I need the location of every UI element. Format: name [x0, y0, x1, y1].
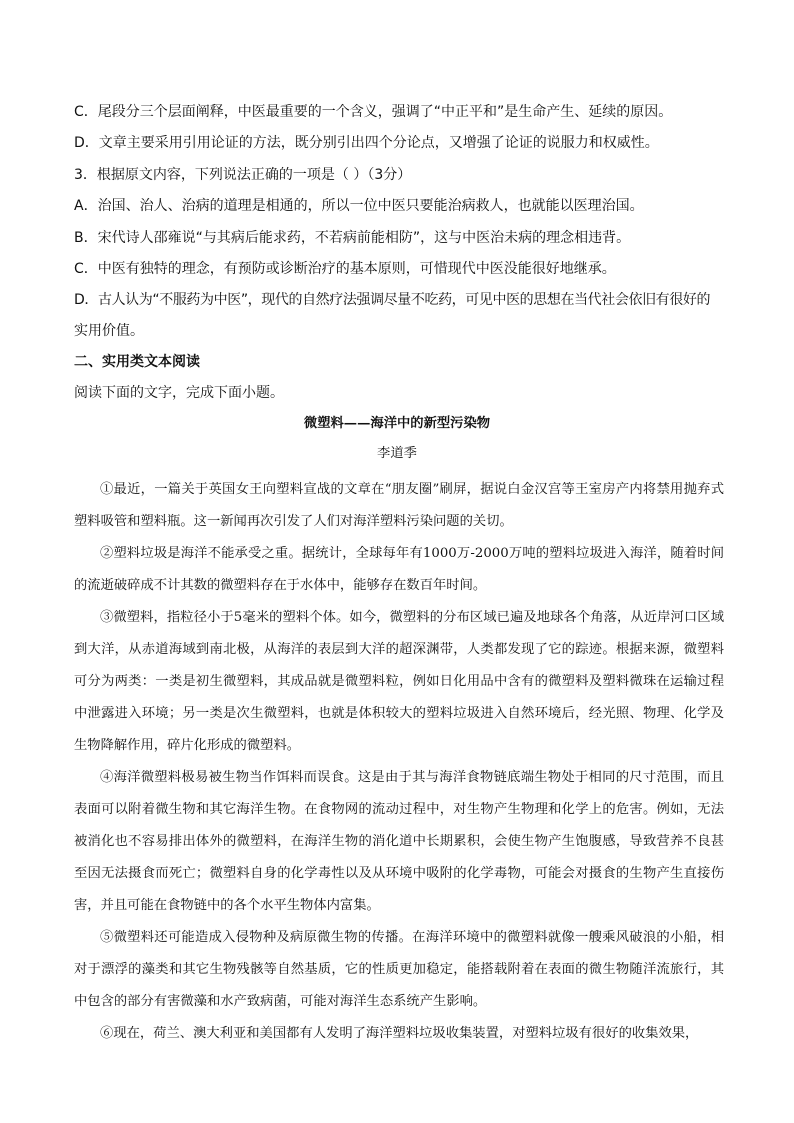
option-3d-line1: D．古人认为“不服药为中医”，现代的自然疗法强调尽量不吃药，可见中医的思想在当代社会依旧有很好的 [74, 292, 711, 308]
article-author: 李道季 [377, 446, 417, 461]
article-title: 微塑料——海洋中的新型污染物 [303, 416, 491, 431]
option-2d: D．文章主要采用引用论证的方法，既分别引出四个分论点，又增强了论证的说服力和权威性。 [74, 135, 659, 151]
article-paragraph-4: ④海洋微塑料极易被生物当作饵料而误食。这是由于其与海洋食物链底端生物处于相同的尺寸范围，而且表面可以附着微生物和其它海洋生物。在食物网的流动过程中，对生物产生物理和化学上的危害。例如，无法被消化也不容易排出体外的微塑料，在海洋生物的消化道中长期累积，会使生物产生饱腹感，导致营养不良甚至因无法摄食而死亡；微塑料自身的化学毒性以及从环境中吸附的化学毒物，可能会对摄食的生物产生直接伤害，并且可能在食物链中的各个水平生物体内富集。 [74, 770, 724, 913]
option-3d-line2: 实用价值。 [74, 323, 144, 339]
article-paragraph-6: ⑥现在，荷兰、澳大利亚和美国都有人发明了海洋塑料垃圾收集装置，对塑料垃圾有很好的收集效果， [100, 1026, 699, 1041]
article-paragraph-2: ②塑料垃圾是海洋不能承受之重。据统计，全球每年有1000万-2000万吨的塑料垃圾进入海洋，随着时间的流逝破碎成不计其数的微塑料存在于水体中，能够存在数百年时间。 [74, 546, 724, 593]
option-3c: C．中医有独特的理念，有预防或诊断治疗的基本原则，可惜现代中医没能很好地继承。 [74, 261, 616, 277]
section-heading: 二、实用类文本阅读 [74, 354, 200, 370]
section-instruction: 阅读下面的文字，完成下面小题。 [74, 385, 284, 401]
option-3b: B．宋代诗人邵雍说“与其病后能求药，不若病前能相防”，这与中医治未病的理念相违背。 [74, 230, 631, 246]
option-2c: C．尾段分三个层面阐释，中医最重要的一个含义，强调了“中正平和”是生命产生、延续的原因。 [74, 104, 673, 120]
article-paragraph-3: ③微塑料，指粒径小于5毫米的塑料个体。如今，微塑料的分布区域已遍及地球各个角落，从近岸河口区域到大洋，从赤道海域到南北极，从海洋的表层到大洋的超深渊带，人类都发现了它的踪迹。根据来源，微塑料可分为两类：一类是初生微塑料，其成品就是微塑料粒，例如日化用品中含有的微塑料及塑料微珠在运输过程中泄露进入环境；另一类是次生微塑料，也就是体积较大的塑料垃圾进入自然环境后，经光照、物理、化学及生物降解作用，碎片化形成的微塑料。 [74, 610, 724, 753]
article-paragraph-1: ①最近，一篇关于英国女王向塑料宣战的文章在“朋友圈”刷屏，据说白金汉宫等王室房产内将禁用抛弃式塑料吸管和塑料瓶。这一新闻再次引发了人们对海洋塑料污染问题的关切。 [74, 482, 724, 529]
question-3-stem: 3．根据原文内容，下列说法正确的一项是（ ）（3分） [74, 167, 412, 183]
article-paragraph-5: ⑤微塑料还可能造成入侵物种及病原微生物的传播。在海洋环境中的微塑料就像一艘乘风破浪的小船，相对于漂浮的藻类和其它生物残骸等自然基质，它的性质更加稳定，能搭载附着在表面的微生物随洋流旅行，其中包含的部分有害微藻和水产致病菌，可能对海洋生态系统产生影响。 [74, 930, 724, 1009]
option-3a: A．治国、治人、治病的道理是相通的，所以一位中医只要能治病救人，也就能以医理治国。 [74, 198, 644, 214]
